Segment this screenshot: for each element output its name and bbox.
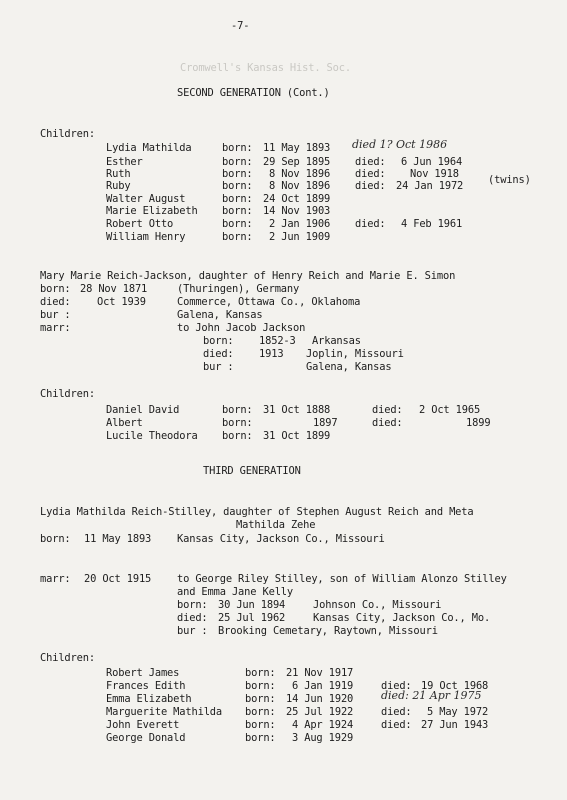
- born-date: 25 Jul 1922: [286, 706, 354, 718]
- child-name: Marguerite Mathilda: [106, 706, 223, 718]
- burial-label: bur :: [40, 309, 71, 321]
- spouse-burial-place: Galena, Kansas: [306, 361, 392, 373]
- born-place: (Thuringen), Germany: [177, 283, 300, 295]
- child-name: Esther: [106, 156, 143, 168]
- born-date: 6 Jan 1919: [292, 680, 354, 692]
- spouse-died-place: Kansas City, Jackson Co., Mo.: [313, 612, 491, 624]
- born-label: born:: [222, 156, 253, 168]
- born-date: 31 Oct 1888: [263, 404, 331, 416]
- child-name: Lydia Mathilda: [106, 142, 192, 154]
- burial-place: Galena, Kansas: [177, 309, 263, 321]
- spouse-died-date: 25 Jul 1962: [218, 612, 286, 624]
- spouse-name: to George Riley Stilley, son of William Alonzo Stilley: [177, 573, 507, 585]
- spouse-died-date: 1913: [259, 348, 284, 360]
- spouse-died-label: died:: [177, 612, 208, 624]
- born-label: born:: [222, 205, 253, 217]
- died-date: 27 Jun 1943: [421, 719, 489, 731]
- spouse-born-place: Johnson Co., Missouri: [313, 599, 442, 611]
- born-date: 4 Apr 1924: [292, 719, 354, 731]
- page-number: -7-: [231, 20, 250, 32]
- died-label: died:: [355, 156, 386, 168]
- died-label: died:: [355, 168, 386, 180]
- died-label: died:: [372, 417, 403, 429]
- spouse-born-date: 1852-3: [259, 335, 296, 347]
- born-date: 29 Sep 1895: [263, 156, 331, 168]
- child-name: Daniel David: [106, 404, 180, 416]
- born-label: born:: [222, 404, 253, 416]
- died-date: 4 Feb 1961: [401, 218, 463, 230]
- children-label: Children:: [40, 128, 95, 140]
- children-label: Children:: [40, 652, 95, 664]
- born-label: born:: [245, 719, 276, 731]
- child-name: Ruby: [106, 180, 131, 192]
- born-date: 11 May 1893: [84, 533, 152, 545]
- child-name: Marie Elizabeth: [106, 205, 198, 217]
- child-name: Emma Elizabeth: [106, 693, 192, 705]
- died-date: Oct 1939: [97, 296, 146, 308]
- died-label: died:: [381, 706, 412, 718]
- handwritten-death-date: died: 21 Apr 1975: [381, 689, 482, 702]
- died-date: Nov 1918: [410, 168, 459, 180]
- born-label: born:: [40, 533, 71, 545]
- spouse-name: to John Jacob Jackson: [177, 322, 306, 334]
- born-label: born:: [222, 180, 253, 192]
- spouse-born-label: born:: [203, 335, 234, 347]
- family-heading: Mary Marie Reich-Jackson, daughter of Henry Reich and Marie E. Simon: [40, 270, 456, 282]
- born-label: born:: [222, 168, 253, 180]
- marriage-label: marr:: [40, 573, 71, 585]
- child-name: Albert: [106, 417, 143, 429]
- section-heading-second-generation: SECOND GENERATION (Cont.): [177, 87, 330, 99]
- born-label: born:: [222, 231, 253, 243]
- died-place: Commerce, Ottawa Co., Oklahoma: [177, 296, 361, 308]
- spouse-parents: and Emma Jane Kelly: [177, 586, 294, 598]
- died-date: 6 Jun 1964: [401, 156, 463, 168]
- family-heading-continued: Mathilda Zehe: [236, 519, 316, 531]
- died-label: died:: [372, 404, 403, 416]
- spouse-died-place: Joplin, Missouri: [306, 348, 404, 360]
- born-date: 24 Oct 1899: [263, 193, 331, 205]
- born-date: 8 Nov 1896: [269, 168, 331, 180]
- child-name: Lucile Theodora: [106, 430, 198, 442]
- born-date: 2 Jun 1909: [269, 231, 331, 243]
- died-label: died:: [381, 719, 412, 731]
- born-label: born:: [222, 193, 253, 205]
- died-label: died:: [40, 296, 71, 308]
- born-label: born:: [222, 417, 253, 429]
- born-date: 1897: [313, 417, 338, 429]
- child-name: Robert James: [106, 667, 180, 679]
- died-date: 24 Jan 1972: [396, 180, 464, 192]
- marriage-label: marr:: [40, 322, 71, 334]
- born-label: born:: [222, 218, 253, 230]
- died-label: died:: [355, 218, 386, 230]
- spouse-born-label: born:: [177, 599, 208, 611]
- child-name: Ruth: [106, 168, 131, 180]
- born-date: 31 Oct 1899: [263, 430, 331, 442]
- born-date: 28 Nov 1871: [80, 283, 148, 295]
- born-date: 14 Jun 1920: [286, 693, 354, 705]
- born-label: born:: [40, 283, 71, 295]
- spouse-born-date: 30 Jun 1894: [218, 599, 286, 611]
- died-date: 2 Oct 1965: [419, 404, 481, 416]
- spouse-died-label: died:: [203, 348, 234, 360]
- died-label: died:: [381, 680, 412, 692]
- family-heading: Lydia Mathilda Reich-Stilley, daughter of Stephen August Reich and Meta: [40, 506, 474, 518]
- child-name: William Henry: [106, 231, 186, 243]
- twins-note: (twins): [488, 174, 531, 186]
- born-label: born:: [245, 693, 276, 705]
- born-label: born:: [245, 706, 276, 718]
- born-place: Kansas City, Jackson Co., Missouri: [177, 533, 385, 545]
- born-date: 21 Nov 1917: [286, 667, 354, 679]
- born-label: born:: [245, 680, 276, 692]
- marriage-date: 20 Oct 1915: [84, 573, 152, 585]
- born-label: born:: [245, 732, 276, 744]
- born-label: born:: [222, 430, 253, 442]
- born-label: born:: [222, 142, 253, 154]
- child-name: Frances Edith: [106, 680, 186, 692]
- born-date: 11 May 1893: [263, 142, 331, 154]
- born-date: 3 Aug 1929: [292, 732, 354, 744]
- spouse-burial-label: bur :: [203, 361, 234, 373]
- born-date: 2 Jan 1906: [269, 218, 331, 230]
- spouse-burial-place: Brooking Cemetary, Raytown, Missouri: [218, 625, 438, 637]
- child-name: Robert Otto: [106, 218, 174, 230]
- died-date: 1899: [466, 417, 491, 429]
- born-label: born:: [245, 667, 276, 679]
- bleed-through-text: Cromwell's Kansas Hist. Soc.: [180, 62, 351, 74]
- spouse-burial-label: bur :: [177, 625, 208, 637]
- died-date: 5 May 1972: [427, 706, 489, 718]
- child-name: John Everett: [106, 719, 180, 731]
- died-label: died:: [355, 180, 386, 192]
- born-date: 14 Nov 1903: [263, 205, 331, 217]
- spouse-born-place: Arkansas: [312, 335, 361, 347]
- section-heading-third-generation: THIRD GENERATION: [203, 465, 301, 477]
- born-date: 8 Nov 1896: [269, 180, 331, 192]
- child-name: George Donald: [106, 732, 186, 744]
- died-date: 19 Oct 1968: [421, 680, 489, 692]
- handwritten-death-date: died 1? Oct 1986: [352, 138, 448, 151]
- child-name: Walter August: [106, 193, 186, 205]
- children-label: Children:: [40, 388, 95, 400]
